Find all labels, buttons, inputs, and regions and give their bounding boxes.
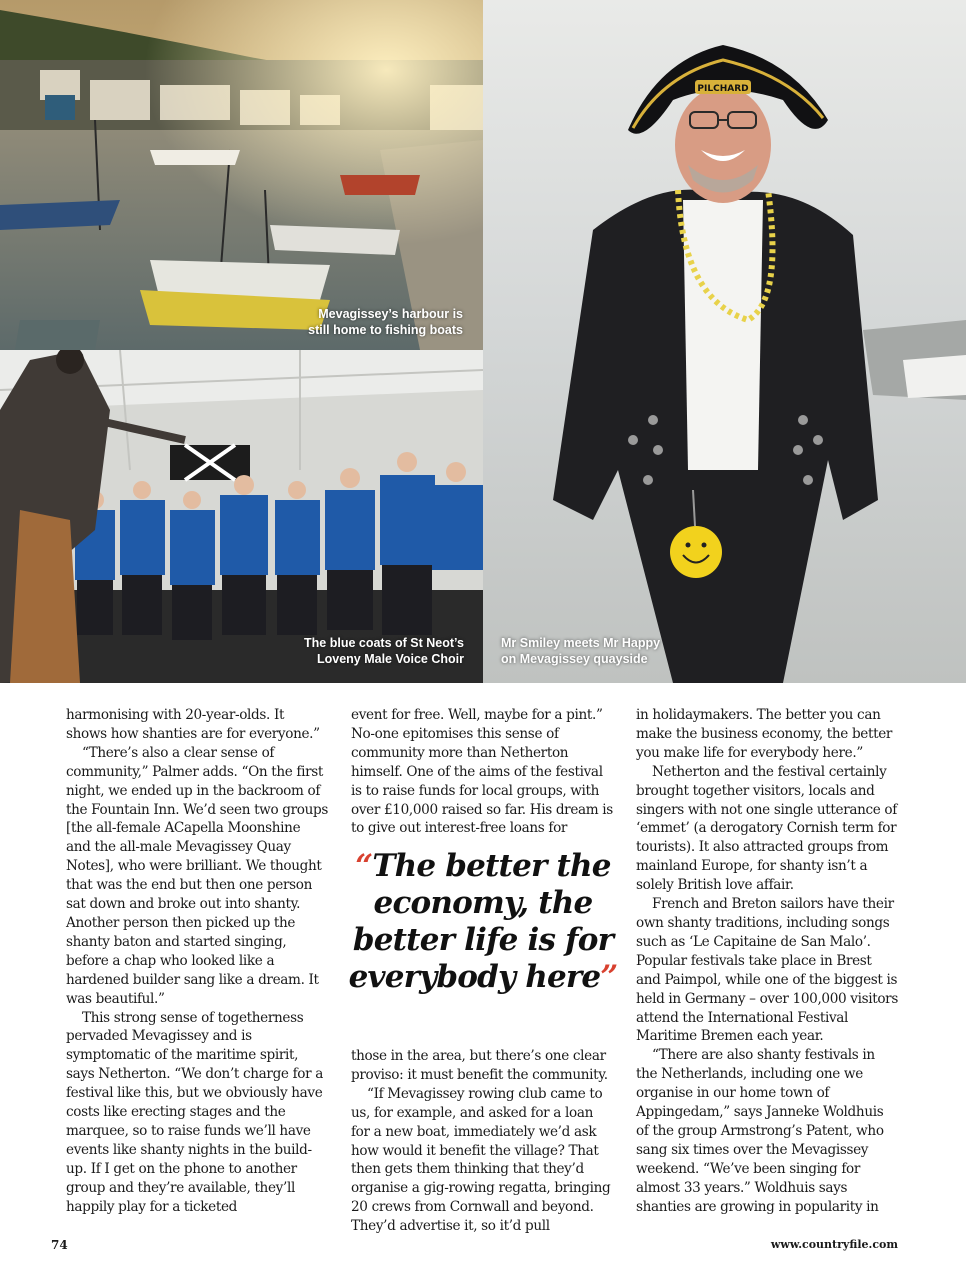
paragraph: harmonising with 20-year-olds. It shows how shanties are for everyone.” [66,707,320,742]
caption-line: still home to fishing boats [308,323,463,337]
paragraph: “If Mevagissey rowing club came to us, for example, and asked for a loan for a new boat, immediately we’d ask how would it benefit the village? That then gets them thinking that they’d organise a gig-rowing regatta, bringing 20 crews from Cornwall and beyond. They’d advertise it, so it’d pull [351,1085,611,1235]
paragraph: This strong sense of togetherness pervaded Mevagissey and is symptomatic of the maritime spirit, says Netherton. “We don’t charge for a festival like this, but we obviously have costs like erecting stages and the marquee, so to raise funds we’ll have events like shanty nights in the build-up. If I get on the phone to another group and they’re available, they’ll happily play for a ticketed [66,1009,323,1215]
paragraph: French and Breton sailors have their own shanty traditions, including songs such as ‘Le Capitaine de San Malo’. Popular festivals take place in Brest and Paimpol, while one of the biggest is held in Germany – over 100,000 visitors attend the International Festival Maritime Bremen each year. [636,896,898,1045]
caption-line: Loveny Male Voice Choir [316,652,464,666]
article-column-1 [66,706,328,1216]
choir-caption [304,635,464,667]
harbour-photo [0,0,483,350]
close-quote-mark: ” [600,959,618,995]
mr-smiley-caption [501,635,660,667]
page-number: 74 [51,1238,68,1252]
article-column-2-continued [351,1047,613,1236]
pull-quote-text: The better the economy, the better life is for everybody here [348,848,614,995]
open-quote-mark: “ [355,848,373,884]
paragraph: event for free. Well, maybe for a pint.” No-one epitomises this sense of community more than Netherton himself. One of the aims of the festival is to raise funds for local groups, with over £10,000 raised so far. His dream is to give out interest-free loans for [351,707,613,837]
paragraph: Netherton and the festival certainly brought together visitors, locals and singers with not one single utterance of ‘emmet’ (a derogatory Cornish term for tourists). It also attracted groups from mainland Europe, for shanty isn’t a solely British love affair. [636,763,897,894]
paragraph: those in the area, but there’s one clear proviso: it must benefit the community. [351,1048,608,1083]
hat-label: PILCHARD [697,84,749,94]
paragraph: “There’s also a clear sense of community,” Palmer adds. “On the first night, we ended up in the backroom of the Fountain Inn. We’d seen two groups [the all-female ACapella Moonshine and the all-male Mevagissey Quay Notes], who were brilliant. We thought that was the end but then one person sat down and broke out into shanty. Another person then picked up the shanty baton and started singing, before a chap who looked like a hardened builder sang like a dream. It was beautiful.” [66,744,328,1007]
article-column-2 [351,706,613,838]
paragraph: in holidaymakers. The better you can make the business economy, the better you make life for everybody here.” [636,707,893,761]
paragraph: “There are also shanty festivals in the Netherlands, including one we organise in our home town of Appingedam,” says Janneke Woldhuis of the group Armstrong’s Patent, who sang six times over the Mevagissey weekend. “We’ve been singing for almost 33 years.” Woldhuis says shanties are growing in popularity in [636,1047,884,1215]
caption-line: on Mevagissey quayside [501,652,648,666]
article-column-3 [636,706,898,1216]
site-url[interactable]: www.countryfile.com [770,1238,898,1251]
mr-smiley-image [483,0,966,683]
choir-image [0,350,483,683]
caption-line: The blue coats of St Neot’s [304,636,464,650]
choir-photo [0,350,483,683]
caption-line: Mr Smiley meets Mr Happy [501,636,661,650]
pull-quote [345,848,621,996]
harbour-image [0,0,483,350]
harbour-caption [308,306,463,338]
mr-smiley-photo [483,0,966,683]
caption-line: Mevagissey’s harbour is [318,307,463,321]
